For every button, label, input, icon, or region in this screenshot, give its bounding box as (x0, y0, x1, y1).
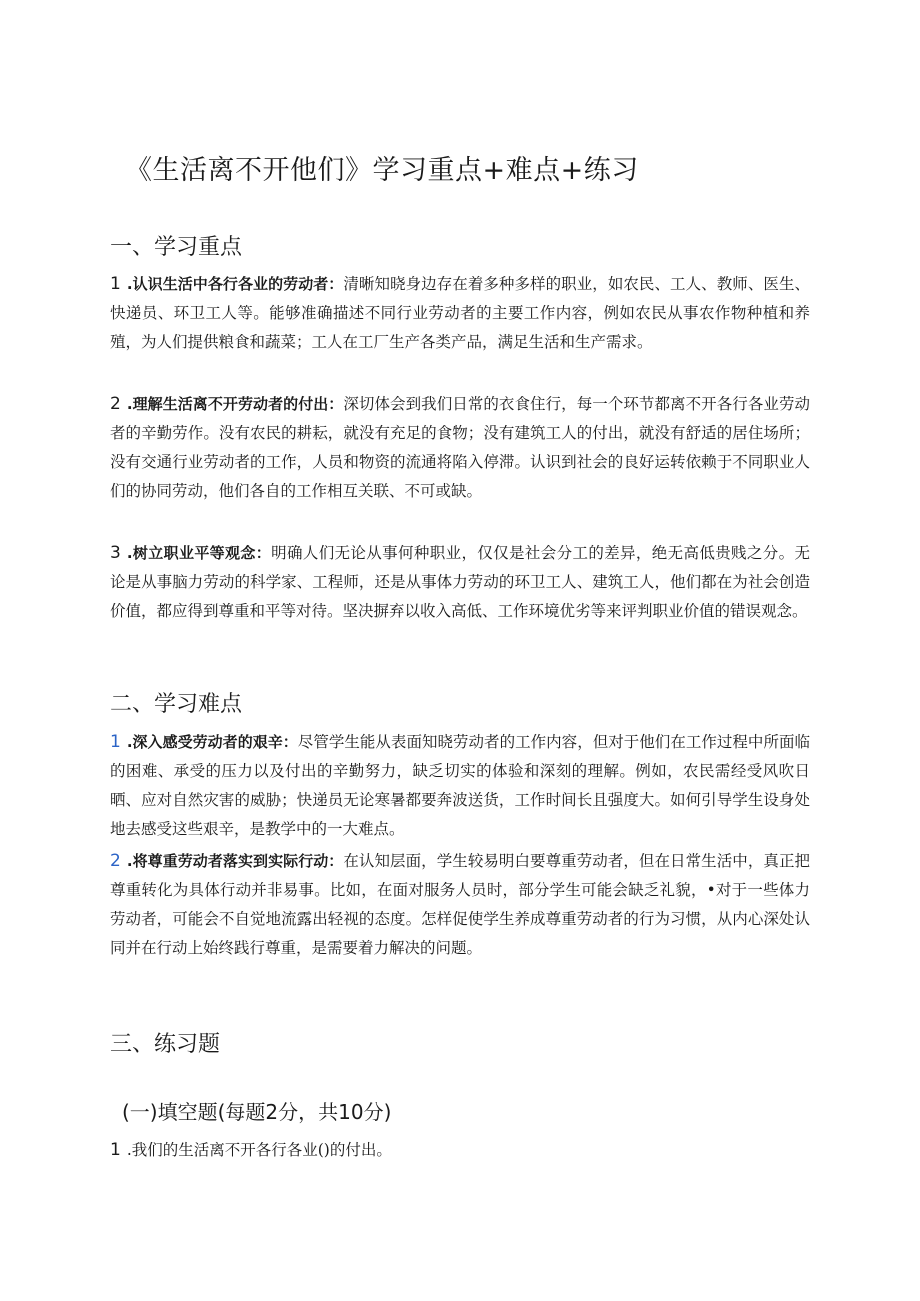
item-lead: .树立职业平等观念： (126, 544, 272, 562)
section-heading-exercises: 三、练习题 (110, 1032, 221, 1057)
item-text: 在认知层面，学生较易明白要尊重劳动者，但在日常生活中，真正把尊重转化为具体行动并非易事。比如，在面对服务人员时，部分学生可能会缺乏礼貌，•对于一些体力劳动者，可能会不自觉地流露出轻视的态度。怎样促使学生养成尊重劳动者的行为习惯，从内心深处认同并在行动上始终践行尊重，是需要着力解决的问题。 (110, 852, 810, 957)
item-lead: .将尊重劳动者落实到实际行动： (126, 852, 344, 870)
item-number: 2 (110, 851, 121, 871)
item-lead: .深入感受劳动者的艰辛： (126, 733, 298, 751)
item-text: 尽管学生能从表面知晓劳动者的工作内容，但对于他们在工作过程中所面临的困难、承受的压力以及付出的辛勤努力，缺乏切实的体验和深刻的理解。例如，农民需经受风吹日晒、应对自然灾害的威胁；快递员无论寒暑都要奔波送货，工作时间长且强度大。如何引导学生设身处地去感受这些艰辛，是教学中的一大难点。 (110, 733, 810, 838)
document-title: 《生活离不开他们》学习重点+难点+练习 (125, 155, 639, 186)
item-lead: .理解生活离不开劳动者的付出： (126, 395, 344, 413)
item-lead: .认识生活中各行各业的劳动者： (126, 275, 344, 293)
item-text: .我们的生活离不开各行各业()的付出。 (126, 1141, 392, 1159)
focus-item-3 (110, 539, 810, 626)
section-heading-difficulty: 二、学习难点 (110, 692, 243, 717)
section-heading-focus: 一、学习重点 (110, 235, 243, 260)
item-text: 深切体会到我们日常的衣食住行，每一个环节都离不开各行各业劳动者的辛勤劳作。没有农民的耕耘，就没有充足的食物；没有建筑工人的付出，就没有舒适的居住场所；没有交通行业劳动者的工作，人员和物资的流通将陷入停滞。认识到社会的良好运转依赖于不同职业人们的协同劳动，他们各自的工作相互关联、不可或缺。 (110, 395, 810, 500)
item-number: 1 (110, 274, 121, 294)
item-number: 1 (110, 1140, 121, 1160)
focus-item-2 (110, 390, 810, 506)
item-number: 3 (110, 543, 121, 563)
item-text: 明确人们无论从事何种职业，仅仅是社会分工的差异，绝无高低贵贱之分。无论是从事脑力劳动的科学家、工程师，还是从事体力劳动的环卫工人、建筑工人，他们都在为社会创造价值，都应得到尊重和平等对待。坚决摒弃以收入高低、工作环境优劣等来评判职业价值的错误观念。 (110, 544, 810, 620)
item-text: 清晰知晓身边存在着多种多样的职业，如农民、工人、教师、医生、快递员、环卫工人等。能够准确描述不同行业劳动者的主要工作内容，例如农民从事农作物种植和养殖，为人们提供粮食和蔬菜；工人在工厂生产各类产品，满足生活和生产需求。 (110, 275, 810, 351)
exercise-subheading-fill-blank: (一)填空题(每题2分，共10分) (122, 1100, 392, 1124)
item-number: 1 (110, 732, 121, 752)
difficulty-item-2 (110, 847, 810, 963)
difficulty-item-1 (110, 728, 810, 844)
exercise-item-1 (110, 1136, 810, 1165)
item-number: 2 (110, 394, 121, 414)
focus-item-1 (110, 270, 810, 357)
